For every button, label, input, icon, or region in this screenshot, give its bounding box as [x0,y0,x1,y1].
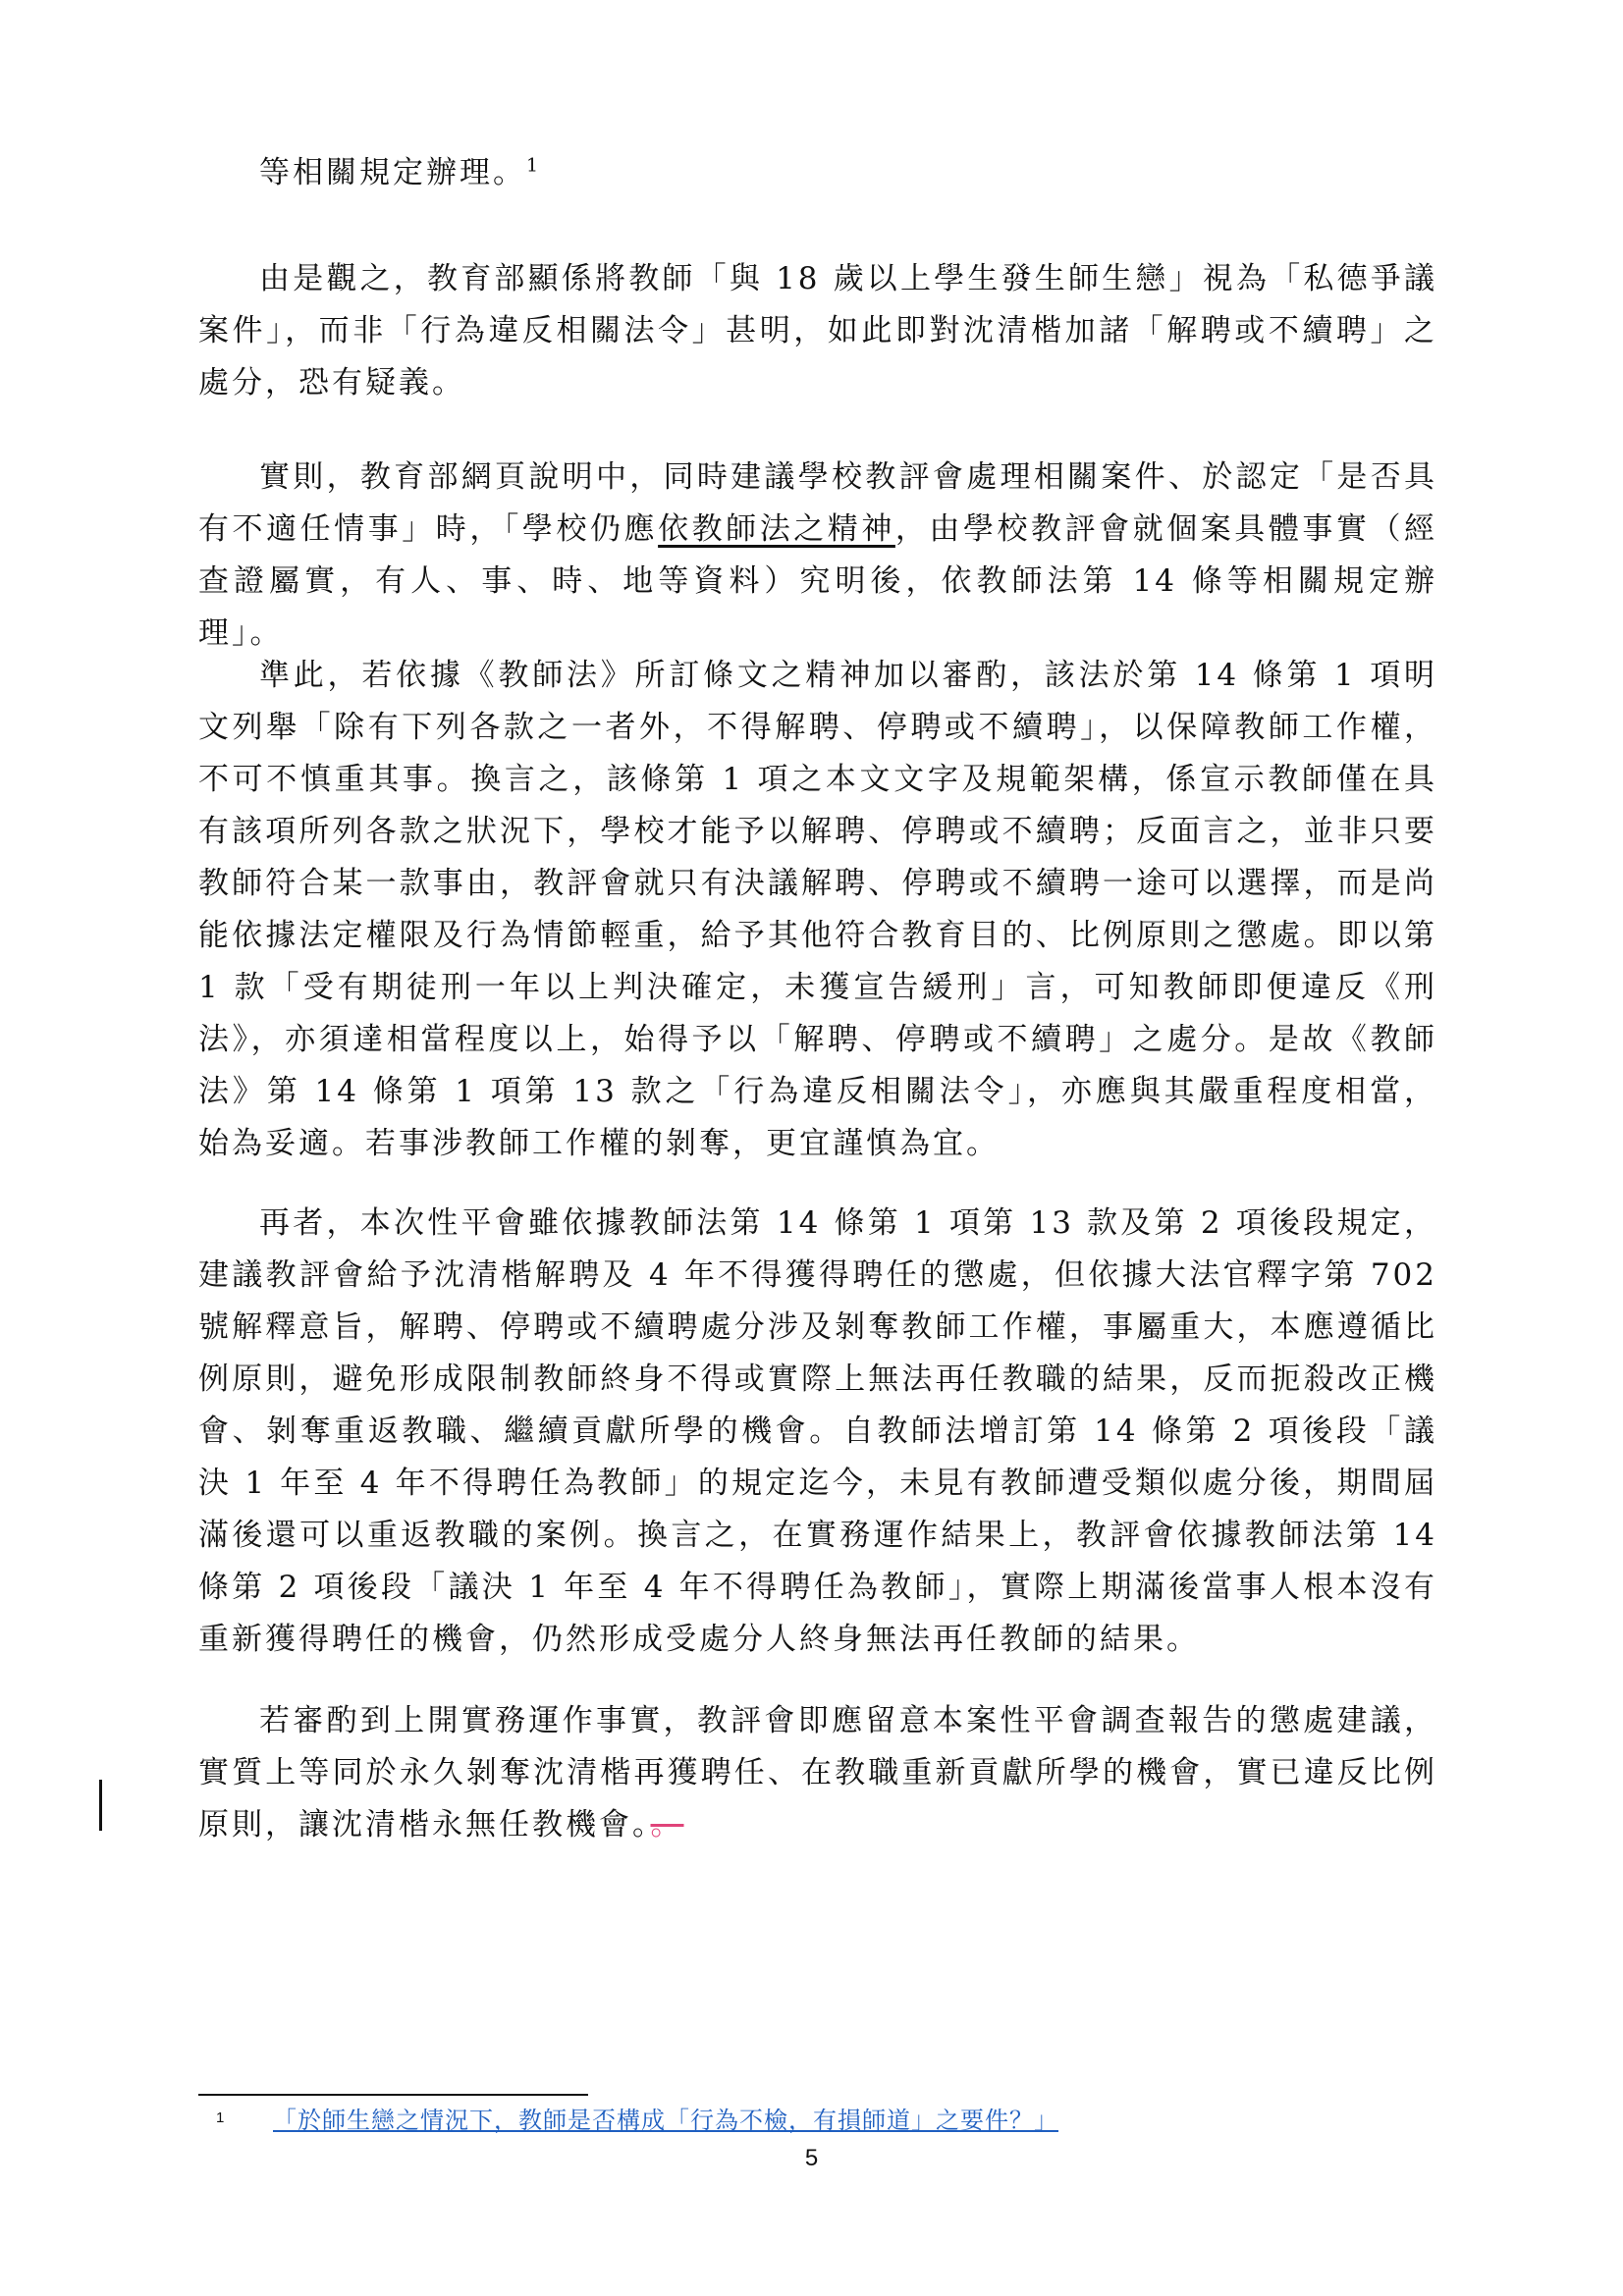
paragraph-4: 再者，本次性平會雖依據教師法第 14 條第 1 項第 13 款及第 2 項後段規定，建議教評會給予沈清楷解聘及 4 年不得獲得聘任的懲處，但依據大法官釋字第 702 號解釋意旨，解聘、停聘或不續聘處分涉及剝奪教師工作權，事屬重大，本應遵循比例原則，避免形成限制教師終身不得或實際上無法再任教職的結果，反而扼殺改正機會、剝奪重返教職、繼續貢獻所學的機會。自教師法增訂第 14 條第 2 項後段「議決 1 年至 4 年不得聘任為教師」的規定迄今，未見有教師遭受類似處分後，期間屆滿後還可以重返教職的案例。換言之，在實務運作結果上，教評會依據教師法第 14 條第 2 項後段「議決 1 年至 4 年不得聘任為教師」，實際上期滿後當事人根本沒有重新獲得聘任的機會，仍然形成受處分人終身無法再任教師的結果。 [198,1205,1437,1657]
paragraph-5 [198,1695,1437,1851]
paragraph-1: 由是觀之，教育部顯係將教師「與 18 歲以上學生發生師生戀」視為「私德爭議案件」，而非「行為違反相關法令」甚明，如此即對沈清楷加諸「解聘或不續聘」之處分，恐有疑義。 [198,261,1437,400]
paragraph-text: 實則，教育部網頁說明中，同時建議學校教評會處理相關案件、於認定「是否具有不適任情事」時，「學校仍應 [198,459,1437,547]
paragraph-text: 等相關規定辦理。 [259,155,526,190]
paragraph-continuation [259,147,1437,199]
underlined-phrase: 依教師法之精神 [658,511,895,547]
footnote-separator [198,2094,588,2096]
footnote-reference[interactable]: 1 [526,154,542,177]
paragraph-text: 若審酌到上開實務運作事實，教評會即應留意本案性平會調查報告的懲處建議，實質上等同於永久剝奪沈清楷再獲聘任、在教職重新貢獻所學的機會，實已違反比例原則，讓沈清楷永無任教機會。 [198,1703,1437,1842]
footnote-link[interactable]: 「於師生戀之情況下，教師是否構成「行為不檢，有損師道」之要件？」 [273,2107,1058,2134]
footnote-number: 1 [216,2109,225,2126]
paragraph-2 [198,452,1437,660]
paragraph-3: 準此，若依據《教師法》所訂條文之精神加以審酌，該法於第 14 條第 1 項明文列舉「除有下列各款之一者外，不得解聘、停聘或不續聘」，以保障教師工作權，不可不慎重其事。換言之，該條第 1 項之本文文字及規範架構，係宣示教師僅在具有該項所列各款之狀況下，學校才能予以解聘、停聘或不續聘；反面言之，並非只要教師符合某一款事由，教評會就只有決議解聘、停聘或不續聘一途可以選擇，而是尚能依據法定權限及行為情節輕重，給予其他符合教育目的、比例原則之懲處。即以第 1 款「受有期徒刑一年以上判決確定，未獲宣告緩刑」言，可知教師即便違反《刑法》，亦須達相當程度以上，始得予以「解聘、停聘或不續聘」之處分。是故《教師法》第 14 條第 1 項第 13 款之「行為違反相關法令」，亦應與其嚴重程度相當，始為妥適。若事涉教師工作權的剝奪，更宜謹慎為宜。 [198,658,1437,1161]
tracked-deletion: 。 [650,1807,684,1842]
revision-change-bar [99,1780,102,1831]
paragraph-text: ，由學校教評會就個案具體事實（經查證屬實，有人、事、時、地等資料）究明後，依教師法第 14 條等相關規定辦理」。 [198,511,1438,651]
page-number: 5 [804,2145,819,2171]
